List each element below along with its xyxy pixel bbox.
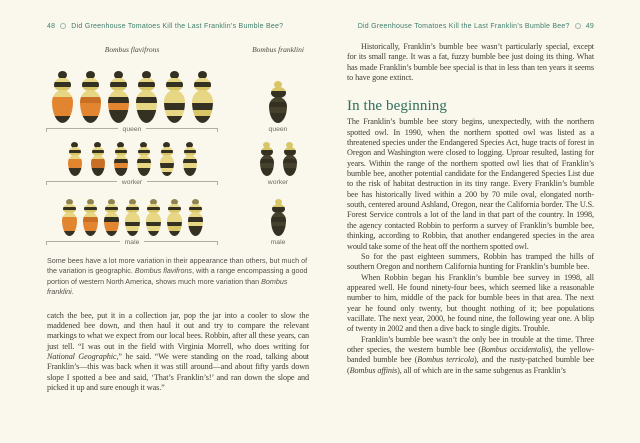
right-page-content xyxy=(347,42,594,376)
bee-abdomen xyxy=(91,155,105,176)
bee-abdomen xyxy=(260,155,274,176)
bracket-male xyxy=(46,239,218,246)
bee-illustration xyxy=(83,199,98,236)
bee-abdomen xyxy=(283,155,297,176)
bee-illustration xyxy=(283,142,297,176)
row-label-text: male xyxy=(124,239,140,246)
bee-row-worker-flavifrons xyxy=(46,136,218,176)
section-heading: In the beginning xyxy=(347,98,447,115)
bee-figure xyxy=(46,45,314,249)
bee-abdomen xyxy=(104,212,119,236)
bee-illustration xyxy=(260,142,274,176)
body-paragraph: Franklin’s bumble bee wasn’t the only bee in trouble at the time. Three other species, the western bumble bee (Bombus occidentalis), the yellow-banded bumble bee (Bombus terricola), and the rusty-patched bumble bee (Bombus affinis), all of which are in the same subgenus as Franklin’s xyxy=(347,334,595,375)
page-number-left: 48 xyxy=(47,22,56,30)
figure-column-flavifrons xyxy=(46,45,218,249)
bee-abdomen xyxy=(68,155,82,176)
bee-illustration xyxy=(125,199,140,236)
bee-abdomen xyxy=(160,155,174,176)
bee-illustration xyxy=(80,71,101,123)
bee-row-queen-flavifrons xyxy=(46,59,218,123)
bee-abdomen xyxy=(137,155,151,176)
bee-illustration xyxy=(52,71,73,123)
bee-illustration xyxy=(108,71,129,123)
bee-illustration xyxy=(62,199,77,236)
bee-abdomen xyxy=(164,90,185,123)
bee-abdomen xyxy=(269,97,287,123)
figure-column-franklini xyxy=(242,45,314,249)
bee-abdomen xyxy=(62,212,77,236)
bee-abdomen xyxy=(80,90,101,123)
bee-row-male-franklini xyxy=(242,189,314,236)
bee-abdomen xyxy=(271,212,286,236)
body-paragraph: Historically, Franklin’s bumble bee wasn’t particularly special, except for its small range. It was a fat, fuzzy bumble bee just doing its thing. What has made Franklin’s bumble bee special is that in less than ten years it seems to have gone extinct. xyxy=(347,42,594,83)
row-label-queen: queen xyxy=(268,126,288,133)
page-number-right: 49 xyxy=(585,22,594,30)
row-label-text: worker xyxy=(121,179,143,186)
bee-illustration xyxy=(160,142,174,176)
bee-abdomen xyxy=(183,155,197,176)
body-paragraph: The Franklin’s bumble bee story begins, unexpectedly, with the northern spotted owl. In 1990, when the northern spotted owl was listed as a threatened species under the Endangered Species Act, huge tracts of forest in Oregon and Washington were closed to logging. Uproar resulted, lasting for years. Within the range of the northern spotted owl lies that of Franklin’s bumble bee, another potential candidate for the Endangered Species List due to the risk of habitat destruction in its tiny range. Every Franklin’s bumble bee has historically lived within a 200 by 70 mile oval, elongated north-south, centered around Ashland, Oregon, near the California border. The U.S. Forest Service controls a lot of the land in that part of the country. In 1998, the agency contacted Robbin to perform a survey of Franklin’s bumble bee, thinking, according to Robbin, that another endangered species in the area would take some of the heat off the northern spotted owl. xyxy=(347,117,594,251)
bee-illustration xyxy=(146,199,161,236)
bee-illustration xyxy=(164,71,185,123)
bee-illustration xyxy=(104,199,119,236)
bee-abdomen xyxy=(52,90,73,123)
species-label-franklini: Bombus franklini xyxy=(252,45,304,54)
bee-illustration xyxy=(114,142,128,176)
row-label-worker xyxy=(46,176,218,189)
row-label-text: queen xyxy=(122,126,142,133)
bee-illustration xyxy=(192,71,213,123)
bee-abdomen xyxy=(114,155,128,176)
bee-abdomen xyxy=(108,90,129,123)
bracket-queen xyxy=(46,126,218,133)
bee-abdomen xyxy=(167,212,182,236)
bee-abdomen xyxy=(188,212,203,236)
bracket-worker xyxy=(46,179,218,186)
bee-illustration xyxy=(188,199,203,236)
row-label-worker: worker xyxy=(267,179,289,186)
bee-illustration xyxy=(183,142,197,176)
body-paragraph-left: catch the bee, put it in a collection jar, pop the jar into a cooler to slow the maddened bee down, and then haul it out and try to compare the relevant markings to what we expect from our local bees. Robbin, after all these years, can just tell. “I was out in the field with Virginia Morrell, who does writing for National Geographic,” he said. “We were standing on the road, talking about Franklin’s—this was back when it was still around—and about fifty yards down slope I spotted a bee and said, ‘That’s Franklin’s!’ and ran down the slope and picked it up and sure enough it was.” xyxy=(47,310,309,393)
running-title-left: Did Greenhouse Tomatoes Kill the Last Franklin’s Bumble Bee? xyxy=(71,22,284,30)
row-label-male: male xyxy=(270,239,286,246)
bee-illustration xyxy=(68,142,82,176)
species-label-flavifrons: Bombus flavifrons xyxy=(104,45,160,54)
row-label-male xyxy=(46,236,218,249)
bee-abdomen xyxy=(125,212,140,236)
bee-illustration xyxy=(271,199,286,236)
ornament-icon xyxy=(60,23,66,29)
page-right xyxy=(320,0,640,443)
ornament-icon xyxy=(575,23,581,29)
body-paragraph: When Robbin began his Franklin’s bumble bee survey in 1998, all appeared well. He found ninety-four bees, which seemed like a reasonable number to him, middle of the pack for bumble bees in that area. The next year he found only twenty, but thought nothing of it; bee populations vacillate. The next year, 2000, he found nine, the following year one. A blip of twenty in 2002 and then a dive back to single digits. Trouble. xyxy=(347,272,594,334)
bee-illustration xyxy=(137,142,151,176)
bee-abdomen xyxy=(136,90,157,123)
running-title-right: Did Greenhouse Tomatoes Kill the Last Franklin’s Bumble Bee? xyxy=(357,22,570,30)
bee-row-worker-franklini xyxy=(242,136,314,176)
bee-illustration xyxy=(269,81,287,123)
figure-caption: Some bees have a lot more variation in their appearance than others, but much of the variation is geographic. Bombus flavifrons, with a range encompassing a good portion of western North America, shows much more variation than Bombus franklini. xyxy=(47,256,308,297)
running-head-right xyxy=(320,0,640,30)
bee-abdomen xyxy=(146,212,161,236)
bee-illustration xyxy=(136,71,157,123)
bee-abdomen xyxy=(192,90,213,123)
row-label-queen xyxy=(46,123,218,136)
body-paragraph: So for the past eighteen summers, Robbin has tramped the hills of southern Oregon and northern California hunting for Franklin’s bumble bee. xyxy=(347,251,594,272)
bee-abdomen xyxy=(83,212,98,236)
bee-row-male-flavifrons xyxy=(46,189,218,236)
bee-row-queen-franklini xyxy=(242,59,314,123)
running-head-left xyxy=(0,0,320,30)
bee-illustration xyxy=(91,142,105,176)
bee-illustration xyxy=(167,199,182,236)
